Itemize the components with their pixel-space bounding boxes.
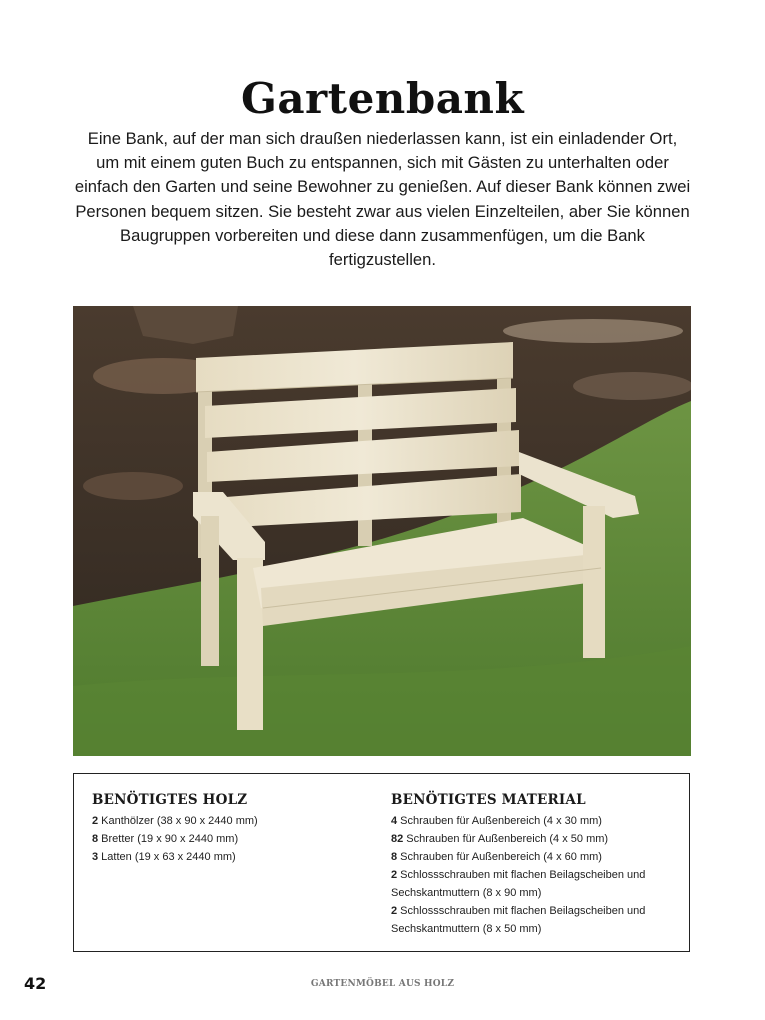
bench-photo-illustration bbox=[73, 306, 691, 756]
intro-paragraph: Eine Bank, auf der man sich draußen niederlassen kann, ist ein einladender Ort, um mit einem guten Buch zu entspannen, sich mit Gästen zu unterhalten oder einfach den Garten und seine Bewohner zu genießen. Auf dieser Bank können zwei Personen bequem sitzen. Sie besteht zwar aus vielen Einzelteilen, aber Sie können Baugruppen vorbereiten und diese dann zusammenfügen, um die Bank fertigzustellen. bbox=[74, 129, 691, 270]
hardware-list-heading: BENÖTIGTES MATERIAL bbox=[391, 792, 586, 808]
hardware-item: 2 Schlossschrauben mit flachen Beilagscheiben und Sechskantmuttern (8 x 90 mm) bbox=[391, 869, 646, 899]
wood-item: 8 Bretter (19 x 90 x 2440 mm) bbox=[92, 833, 239, 845]
materials-box bbox=[73, 773, 690, 952]
page-number: 42 bbox=[24, 974, 47, 993]
bench-photo bbox=[73, 306, 691, 756]
wood-item: 2 Kanthölzer (38 x 90 x 2440 mm) bbox=[92, 815, 258, 827]
hardware-item: 4 Schrauben für Außenbereich (4 x 30 mm) bbox=[391, 815, 602, 827]
wood-item: 3 Latten (19 x 63 x 2440 mm) bbox=[92, 851, 236, 863]
hardware-item: 8 Schrauben für Außenbereich (4 x 60 mm) bbox=[391, 851, 602, 863]
wood-list-heading: BENÖTIGTES HOLZ bbox=[92, 792, 248, 808]
hardware-list bbox=[391, 792, 681, 938]
hardware-item: 2 Schlossschrauben mit flachen Beilagscheiben und Sechskantmuttern (8 x 50 mm) bbox=[391, 905, 646, 935]
running-head: GARTENMÖBEL AUS HOLZ bbox=[310, 979, 455, 989]
page-title: Gartenbank bbox=[240, 74, 525, 124]
wood-list bbox=[92, 792, 372, 866]
hardware-item: 82 Schrauben für Außenbereich (4 x 50 mm) bbox=[391, 833, 609, 845]
